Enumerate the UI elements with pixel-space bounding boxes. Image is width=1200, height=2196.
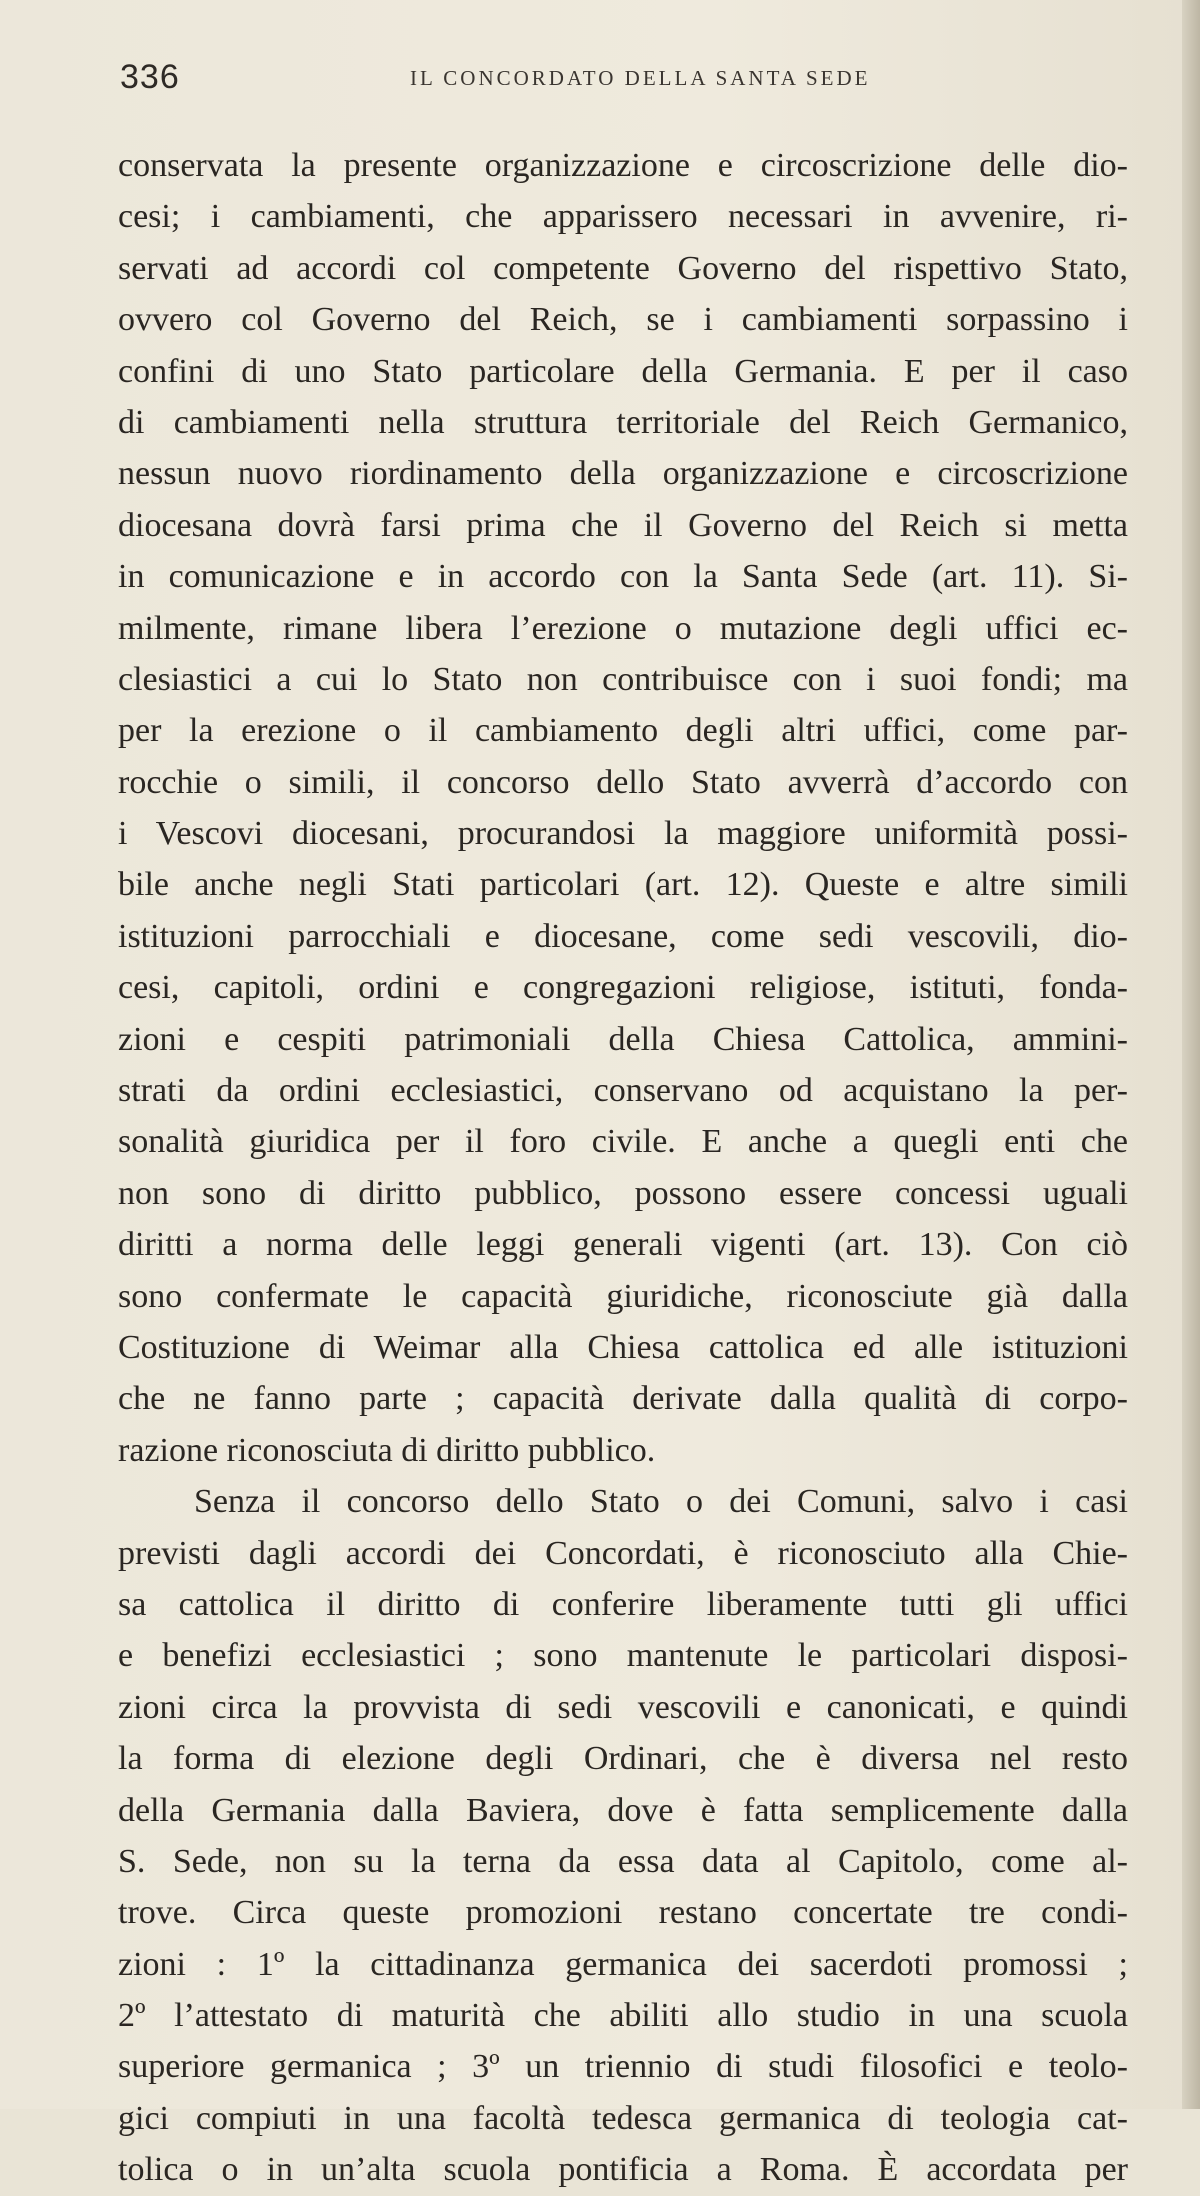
text-line: previsti dagli accordi dei Concordati, è riconosciuto alla Chie- xyxy=(118,1534,1128,1572)
text-line: zioni circa la provvista di sedi vescovili e canonicati, e quindi xyxy=(118,1688,1128,1726)
text-line: superiore germanica ; 3º un triennio di studi filosofici e teolo- xyxy=(118,2048,1128,2086)
text-line: e benefizi ecclesiastici ; sono mantenute le particolari disposi- xyxy=(118,1637,1128,1675)
running-head: IL CONCORDATO DELLA SANTA SEDE xyxy=(410,66,871,90)
text-line: clesiastici a cui lo Stato non contribuisce con i suoi fondi; ma xyxy=(118,660,1128,698)
text-line: confini di uno Stato particolare della Germania. E per il caso xyxy=(118,352,1128,390)
text-line: servati ad accordi col competente Governo del rispettivo Stato, xyxy=(118,249,1128,287)
paragraph xyxy=(118,140,1128,1476)
text-line: strati da ordini ecclesiastici, conservano od acquistano la per- xyxy=(118,1072,1128,1110)
text-line: non sono di diritto pubblico, possono essere concessi uguali xyxy=(118,1174,1128,1212)
text-line: di cambiamenti nella struttura territoriale del Reich Germanico, xyxy=(118,403,1128,441)
text-line: sono confermate le capacità giuridiche, riconosciute già dalla xyxy=(118,1277,1128,1315)
text-line: cesi; i cambiamenti, che apparissero necessari in avvenire, ri- xyxy=(118,198,1128,236)
text-line: tolica o in un’alta scuola pontificia a Roma. È accordata per xyxy=(118,2151,1128,2189)
body-text xyxy=(118,140,1128,2196)
text-line: in comunicazione e in accordo con la Santa Sede (art. 11). Si- xyxy=(118,558,1128,596)
text-line: della Germania dalla Baviera, dove è fatta semplicemente dalla xyxy=(118,1791,1128,1829)
text-line: nessun nuovo riordinamento della organizzazione e circoscrizione xyxy=(118,455,1128,493)
text-line: zioni e cespiti patrimoniali della Chiesa Cattolica, ammini- xyxy=(118,1020,1128,1058)
paragraph xyxy=(118,1476,1128,2195)
text-line: bile anche negli Stati particolari (art. 12). Queste e altre simili xyxy=(118,866,1128,904)
text-line: diritti a norma delle leggi generali vigenti (art. 13). Con ciò xyxy=(118,1226,1128,1264)
text-line: Senza il concorso dello Stato o dei Comuni, salvo i casi xyxy=(194,1483,1128,1521)
text-line: Costituzione di Weimar alla Chiesa cattolica ed alle istituzioni xyxy=(118,1328,1128,1366)
text-line: i Vescovi diocesani, procurandosi la maggiore uniformità possi- xyxy=(118,815,1128,853)
text-line: che ne fanno parte ; capacità derivate dalla qualità di corpo- xyxy=(118,1380,1128,1418)
text-line: milmente, rimane libera l’erezione o mutazione degli uffici ec- xyxy=(118,609,1128,647)
page-number: 336 xyxy=(120,58,180,96)
text-line: 2º l’attestato di maturità che abiliti allo studio in una scuola xyxy=(118,1997,1128,2035)
text-line: cesi, capitoli, ordini e congregazioni religiose, istituti, fonda- xyxy=(118,969,1128,1007)
text-line: istituzioni parrocchiali e diocesane, come sedi vescovili, dio- xyxy=(118,917,1128,955)
text-line: trove. Circa queste promozioni restano concertate tre condi- xyxy=(118,1894,1128,1932)
text-line: S. Sede, non su la terna da essa data al Capitolo, come al- xyxy=(118,1842,1128,1880)
text-line: sonalità giuridica per il foro civile. E anche a quegli enti che xyxy=(118,1123,1128,1161)
page-edge xyxy=(1182,0,1200,2109)
page-header xyxy=(120,58,1120,102)
text-line: conservata la presente organizzazione e circoscrizione delle dio- xyxy=(118,147,1128,184)
text-line: diocesana dovrà farsi prima che il Governo del Reich si metta xyxy=(118,506,1128,544)
text-line: gici compiuti in una facoltà tedesca germanica di teologia cat- xyxy=(118,2099,1128,2137)
text-line: razione riconosciuta di diritto pubblico. xyxy=(118,1431,656,1469)
text-line: sa cattolica il diritto di conferire liberamente tutti gli uffici xyxy=(118,1585,1128,1623)
text-line: per la erezione o il cambiamento degli altri uffici, come par- xyxy=(118,712,1128,750)
text-line: zioni : 1º la cittadinanza germanica dei sacerdoti promossi ; xyxy=(118,1945,1128,1983)
text-line: la forma di elezione degli Ordinari, che è diversa nel resto xyxy=(118,1740,1128,1778)
text-line: ovvero col Governo del Reich, se i cambiamenti sorpassino i xyxy=(118,301,1128,339)
text-line: rocchie o simili, il concorso dello Stato avverrà d’accordo con xyxy=(118,763,1128,801)
